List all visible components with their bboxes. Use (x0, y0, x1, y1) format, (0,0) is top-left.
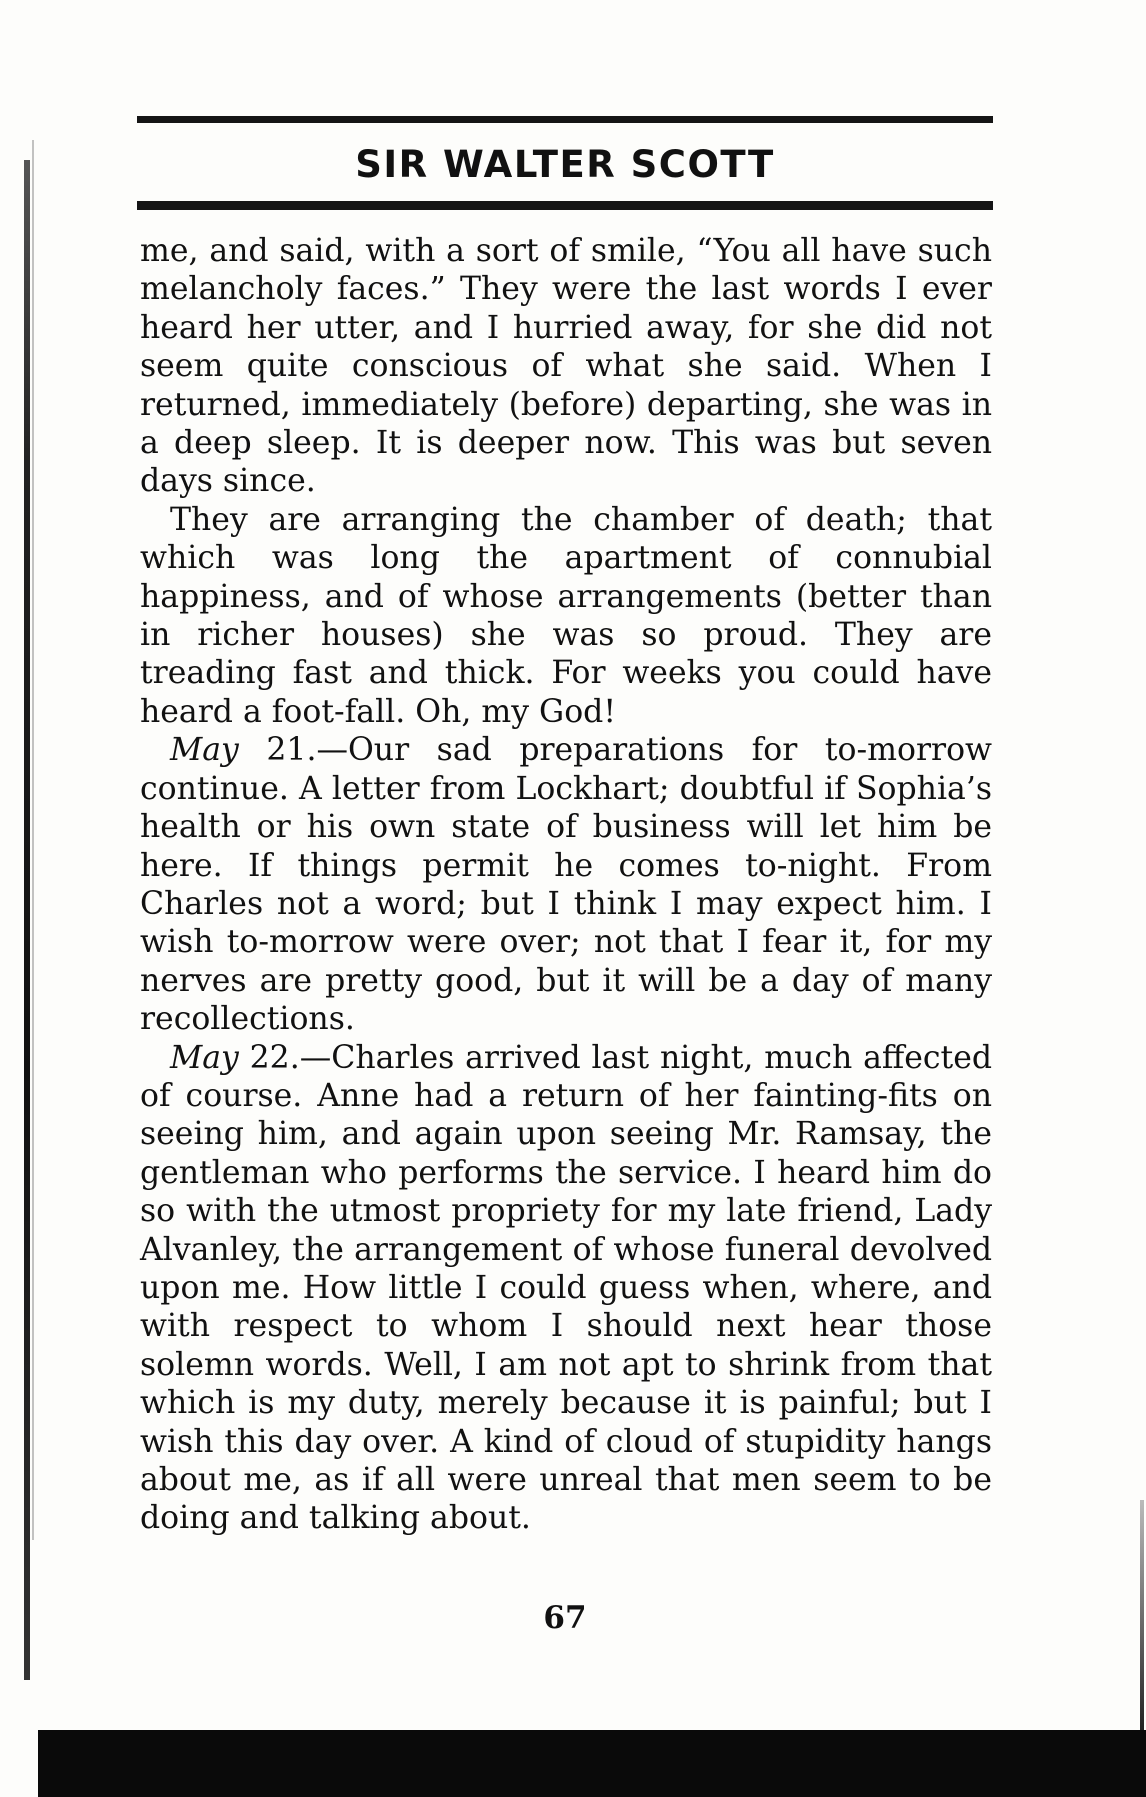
date-label-may-22: May (170, 1039, 239, 1076)
body-text (140, 232, 992, 1538)
paragraph-2: They are arranging the chamber of death; that which was long the apartment of connubial happiness, and of whose arrangements (better than in richer houses) she was so proud. They are treading fast and thick. For weeks you could have heard a foot-fall. Oh, my God! (140, 501, 992, 730)
page-edge-line-left (32, 140, 34, 1540)
page-edge-shadow-right (1140, 1500, 1144, 1730)
page-number: 67 (543, 1600, 587, 1636)
date-label-may-21: May (170, 732, 239, 769)
header-rule-bottom (137, 201, 993, 210)
entry-may-22: 22.—Charles arrived last night, much affected of course. Anne had a return of her fainting-fits on seeing him, and again upon seeing Mr. Ramsay, the gentleman who performs the service. I heard him do so with the utmost propriety for my late friend, Lady Alvanley, the arrangement of whose funeral devolved upon me. How little I could guess when, where, and with respect to whom I should next hear those solemn words. Well, I am not apt to shrink from that which is my duty, merely because it is painful; but I wish this day over. A kind of cloud of stupidity hangs about me, as if all were unreal that men seem to be doing and talking about. (140, 1039, 992, 1537)
entry-may-21: 21.—Our sad preparations for to-morrow continue. A letter from Lockhart; doubtful if Sophia’s health or his own state of business will let him be here. If things permit he comes to-night. From Charles not a word; but I think I may expect him. I wish to-morrow were over; not that I fear it, for my nerves are pretty good, but it will be a day of many recollections. (140, 732, 992, 1038)
paragraph-4 (140, 1039, 992, 1538)
scan-bottom-border (38, 1730, 1146, 1797)
page-edge-shadow-left (24, 160, 30, 1680)
header-rule-top (137, 116, 993, 123)
paragraph-1: me, and said, with a sort of smile, “You all have such melancholy faces.” They were the last words I ever heard her utter, and I hurried away, for she did not seem quite conscious of what she said. When I returned, immediately (before) departing, she was in a deep sleep. It is deeper now. This was but seven days since. (140, 233, 992, 500)
paragraph-3 (140, 731, 992, 1038)
running-title: SIR WALTER SCOTT (355, 143, 775, 186)
